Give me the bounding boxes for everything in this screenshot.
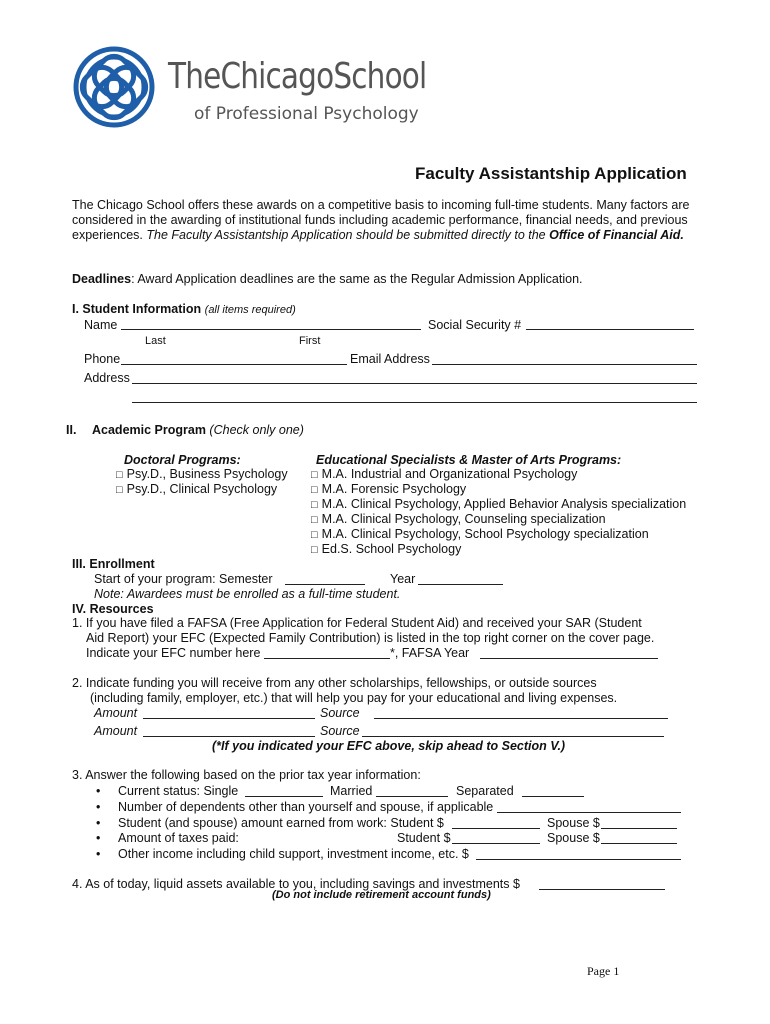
- checkbox-icon[interactable]: □: [311, 544, 318, 556]
- q4-label: 4. As of today, liquid assets available to you, including savings and investments $: [72, 877, 520, 891]
- logo: [66, 44, 426, 130]
- checkbox-icon[interactable]: □: [311, 499, 318, 511]
- checkbox-icon[interactable]: □: [311, 514, 318, 526]
- section1-title: I. Student Information: [72, 302, 202, 316]
- intro-paragraph: [72, 198, 692, 243]
- logo-knot-icon: [66, 44, 162, 130]
- intro-bold-italic: Office of Financial Aid.: [549, 228, 684, 242]
- logo-name: TheChicagoSchool: [168, 56, 427, 97]
- q2-line2: (including family, employer, etc.) that will help you pay for your educational and living expenses.: [90, 691, 618, 705]
- earned-label: Student (and spouse) amount earned from work: Student $: [118, 816, 444, 830]
- source-field-1[interactable]: [374, 718, 668, 719]
- efc-field[interactable]: [264, 658, 390, 659]
- taxes-label: Amount of taxes paid:: [118, 831, 239, 845]
- dependents-label: Number of dependents other than yourself and spouse, if applicable: [118, 800, 494, 814]
- option-label: M.A. Clinical Psychology, Counseling specialization: [321, 512, 606, 526]
- checkbox-icon[interactable]: □: [311, 529, 318, 541]
- married-field[interactable]: [376, 796, 448, 797]
- doctoral-option-2[interactable]: [116, 482, 277, 496]
- enrollment-note: Note: Awardees must be enrolled as a full-time student.: [94, 587, 401, 601]
- name-field[interactable]: [121, 329, 421, 330]
- ssn-label: Social Security #: [428, 318, 522, 332]
- separated-label: Separated: [456, 784, 514, 798]
- single-field[interactable]: [245, 796, 323, 797]
- section1-heading: [72, 302, 296, 316]
- checkbox-icon[interactable]: □: [311, 469, 318, 481]
- year-field[interactable]: [418, 584, 503, 585]
- intro-italic: The Faculty Assistantship Application should be submitted directly to the: [146, 228, 546, 242]
- fafsa-year-label: *, FAFSA Year: [390, 646, 470, 660]
- checkbox-icon[interactable]: □: [116, 484, 123, 496]
- ma-option-5[interactable]: [311, 527, 649, 541]
- amount-label-2: Amount: [94, 724, 138, 738]
- doctoral-option-1[interactable]: [116, 467, 288, 481]
- doctoral-heading: Doctoral Programs:: [124, 453, 241, 467]
- page-title: Faculty Assistantship Application: [415, 164, 687, 183]
- fafsa-year-field[interactable]: [480, 658, 658, 659]
- email-label: Email Address: [350, 352, 430, 366]
- section2-num: II.: [66, 423, 77, 437]
- section1-note: (all items required): [204, 304, 296, 316]
- phone-label: Phone: [84, 352, 121, 366]
- source-field-2[interactable]: [362, 736, 664, 737]
- ma-heading: Educational Specialists & Master of Arts Programs:: [316, 453, 622, 467]
- efc-label: Indicate your EFC number here: [86, 646, 261, 660]
- section2-note: (Check only one): [209, 423, 304, 437]
- ma-option-2[interactable]: [311, 482, 466, 496]
- deadlines-label: Deadlines: [72, 272, 132, 286]
- amount-field-1[interactable]: [143, 718, 315, 719]
- other-income-field[interactable]: [476, 859, 681, 860]
- bullet-icon: •: [96, 847, 101, 861]
- bullet-icon: •: [96, 784, 101, 798]
- section2-title: Academic Program: [92, 423, 206, 437]
- checkbox-icon[interactable]: □: [116, 469, 123, 481]
- married-label: Married: [330, 784, 373, 798]
- address-field-1[interactable]: [132, 383, 697, 384]
- ma-option-1[interactable]: [311, 467, 577, 481]
- option-label: Ed.S. School Psychology: [321, 542, 462, 556]
- intro-text: The Chicago School offers these awards on a competitive basis to incoming full-time students. Many factors are considered in the awarding of institutional funds including academic performance, financial needs, and previous experiences.: [72, 198, 690, 242]
- earned-student-field[interactable]: [452, 828, 540, 829]
- start-semester-label: Start of your program: Semester: [94, 572, 273, 586]
- bullet-icon: •: [96, 816, 101, 830]
- bullet-icon: •: [96, 800, 101, 814]
- last-label: Last: [145, 335, 166, 347]
- source-label-2: Source: [320, 724, 360, 738]
- ssn-field[interactable]: [526, 329, 694, 330]
- option-label: M.A. Industrial and Organizational Psychology: [321, 467, 578, 481]
- deadlines-text: : Award Application deadlines are the same as the Regular Admission Application.: [131, 272, 583, 286]
- section3-heading: III. Enrollment: [72, 557, 155, 571]
- section2-heading: [92, 423, 304, 437]
- ma-option-4[interactable]: [311, 512, 606, 526]
- ma-option-3[interactable]: [311, 497, 686, 511]
- semester-field[interactable]: [285, 584, 365, 585]
- page-number: Page 1: [587, 964, 620, 978]
- option-label: M.A. Forensic Psychology: [321, 482, 467, 496]
- q4-note: (Do not include retirement account funds): [272, 889, 491, 901]
- separated-field[interactable]: [522, 796, 584, 797]
- status-label: Current status: Single: [118, 784, 239, 798]
- dependents-field[interactable]: [497, 812, 681, 813]
- year-label: Year: [390, 572, 416, 586]
- other-income-label: Other income including child support, investment income, etc. $: [118, 847, 469, 861]
- amount-field-2[interactable]: [143, 736, 315, 737]
- phone-field[interactable]: [121, 364, 347, 365]
- q1-line1: 1. If you have filed a FAFSA (Free Application for Federal Student Aid) and received your SAR (Student: [72, 616, 642, 630]
- taxes-student-label: Student $: [397, 831, 451, 845]
- logo-tagline: of Professional Psychology: [194, 104, 419, 124]
- ma-option-6[interactable]: [311, 542, 461, 556]
- taxes-spouse-label: Spouse $: [547, 831, 600, 845]
- bullet-icon: •: [96, 831, 101, 845]
- amount-label-1: Amount: [94, 706, 138, 720]
- source-label-1: Source: [320, 706, 360, 720]
- option-label: M.A. Clinical Psychology, School Psychology specialization: [321, 527, 649, 541]
- email-field[interactable]: [432, 364, 697, 365]
- option-label: Psy.D., Clinical Psychology: [126, 482, 278, 496]
- address-label: Address: [84, 371, 130, 385]
- checkbox-icon[interactable]: □: [311, 484, 318, 496]
- taxes-student-field[interactable]: [452, 843, 540, 844]
- liquid-assets-field[interactable]: [539, 889, 665, 890]
- earned-spouse-label: Spouse $: [547, 816, 600, 830]
- section4-heading: IV. Resources: [72, 602, 154, 616]
- q3-intro: 3. Answer the following based on the prior tax year information:: [72, 768, 421, 782]
- address-field-2[interactable]: [132, 402, 697, 403]
- skip-note: (*If you indicated your EFC above, skip ahead to Section V.): [212, 739, 566, 753]
- option-label: Psy.D., Business Psychology: [126, 467, 288, 481]
- first-label: First: [299, 335, 321, 347]
- q1-line2: Aid Report) your EFC (Expected Family Contribution) is listed in the top right corner on the cover page.: [86, 631, 655, 645]
- q2-line1: 2. Indicate funding you will receive from any other scholarships, fellowships, or outside sources: [72, 676, 597, 690]
- deadlines: [72, 272, 583, 286]
- taxes-spouse-field[interactable]: [601, 843, 677, 844]
- option-label: M.A. Clinical Psychology, Applied Behavior Analysis specialization: [321, 497, 687, 511]
- name-label: Name: [84, 318, 118, 332]
- earned-spouse-field[interactable]: [601, 828, 677, 829]
